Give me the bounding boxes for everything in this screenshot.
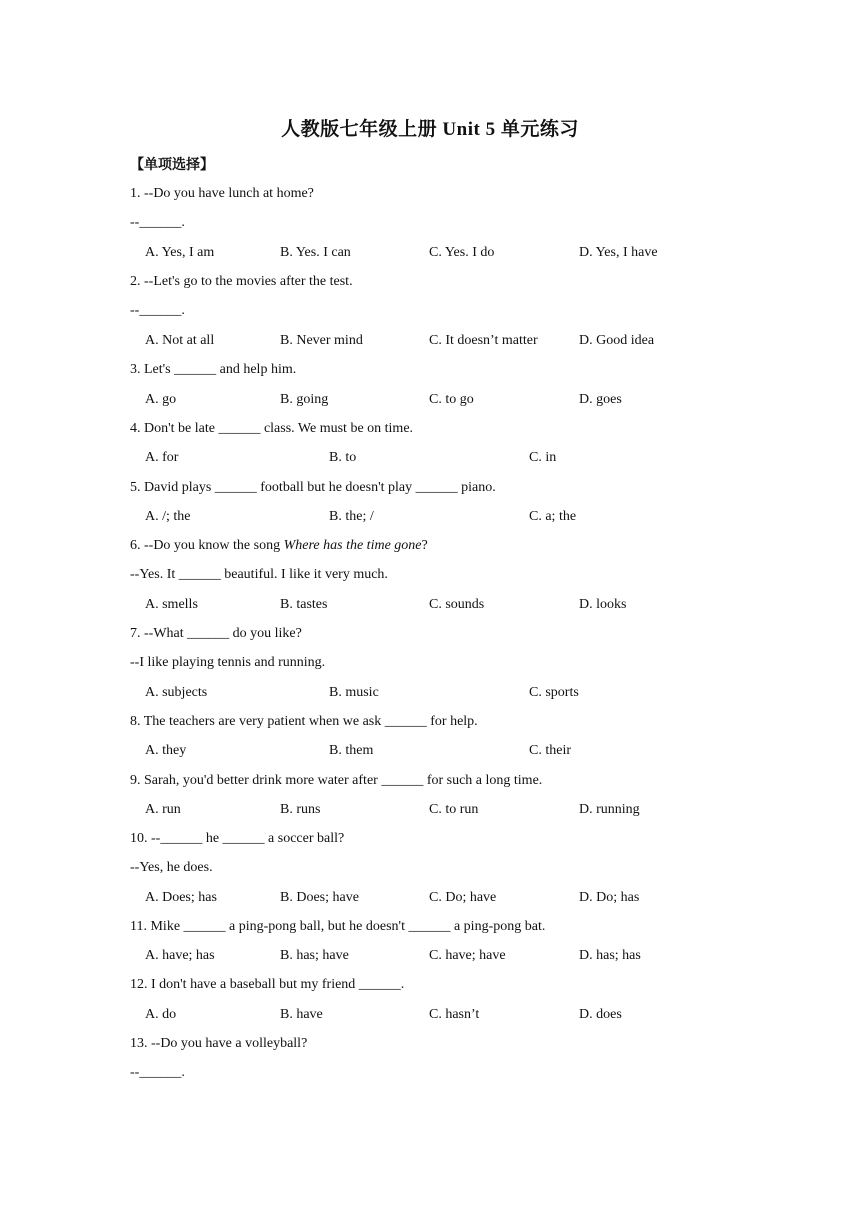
option-d: D. Yes, I have xyxy=(579,245,658,260)
option-c: C. hasn’t xyxy=(429,1007,480,1022)
section-heading: 【单项选择】 xyxy=(130,158,214,173)
option-c: C. It doesn’t matter xyxy=(429,333,538,348)
option-a: A. have; has xyxy=(145,948,215,963)
question-13-reply: --______. xyxy=(130,1065,185,1080)
question-7-options xyxy=(0,685,860,705)
question-6-stem xyxy=(130,538,428,554)
option-d: D. goes xyxy=(579,392,622,407)
question-1-options xyxy=(0,245,860,265)
option-d: D. running xyxy=(579,802,640,817)
option-c: C. a; the xyxy=(529,509,577,524)
option-b: B. runs xyxy=(280,802,321,817)
question-7-reply: --I like playing tennis and running. xyxy=(130,655,326,670)
option-c: C. sports xyxy=(529,685,579,700)
question-6-stem-end: ? xyxy=(421,538,428,553)
option-a: A. do xyxy=(145,1007,177,1022)
option-a: A. they xyxy=(145,743,187,758)
option-b: B. the; / xyxy=(329,509,374,524)
option-b: B. music xyxy=(329,685,379,700)
option-d: D. Good idea xyxy=(579,333,655,348)
song-title: Where has the time gone xyxy=(283,538,422,553)
question-10-options xyxy=(0,890,860,910)
question-4-stem: 4. Don't be late ______ class. We must be on time. xyxy=(130,421,414,436)
question-8-options xyxy=(0,743,860,763)
option-d: D. has; has xyxy=(579,948,641,963)
question-8-stem: 8. The teachers are very patient when we ask ______ for help. xyxy=(130,714,478,729)
option-b: B. has; have xyxy=(280,948,349,963)
option-c: C. to run xyxy=(429,802,479,817)
option-a: A. smells xyxy=(145,597,198,612)
question-1-stem: 1. --Do you have lunch at home? xyxy=(130,186,314,201)
question-2-reply: --______. xyxy=(130,303,185,318)
option-b: B. tastes xyxy=(280,597,328,612)
option-a: A. for xyxy=(145,450,179,465)
question-13-stem: 13. --Do you have a volleyball? xyxy=(130,1036,308,1051)
question-2-stem: 2. --Let's go to the movies after the test. xyxy=(130,274,353,289)
option-c: C. have; have xyxy=(429,948,506,963)
question-3-options xyxy=(0,392,860,412)
option-b: B. going xyxy=(280,392,329,407)
question-3-stem: 3. Let's ______ and help him. xyxy=(130,362,297,377)
question-6-options xyxy=(0,597,860,617)
question-6-reply: --Yes. It ______ beautiful. I like it very much. xyxy=(130,567,388,582)
option-a: A. go xyxy=(145,392,177,407)
option-c: C. sounds xyxy=(429,597,485,612)
question-9-stem: 9. Sarah, you'd better drink more water after ______ for such a long time. xyxy=(130,773,543,788)
question-12-stem: 12. I don't have a baseball but my friend ______. xyxy=(130,977,405,992)
option-d: D. Do; has xyxy=(579,890,640,905)
option-d: D. looks xyxy=(579,597,627,612)
question-5-stem: 5. David plays ______ football but he doesn't play ______ piano. xyxy=(130,480,496,495)
option-b: B. Yes. I can xyxy=(280,245,351,260)
option-a: A. Yes, I am xyxy=(145,245,215,260)
question-7-stem: 7. --What ______ do you like? xyxy=(130,626,302,641)
option-b: B. to xyxy=(329,450,357,465)
option-b: B. have xyxy=(280,1007,323,1022)
option-a: A. Does; has xyxy=(145,890,217,905)
question-9-options xyxy=(0,802,860,822)
option-b: B. them xyxy=(329,743,374,758)
question-11-stem: 11. Mike ______ a ping-pong ball, but he doesn't ______ a ping-pong bat. xyxy=(130,919,546,934)
option-b: B. Does; have xyxy=(280,890,359,905)
page-title: 人教版七年级上册 Unit 5 单元练习 xyxy=(281,119,579,140)
question-1-reply: --______. xyxy=(130,215,185,230)
question-4-options xyxy=(0,450,860,470)
question-5-options xyxy=(0,509,860,529)
option-d: D. does xyxy=(579,1007,622,1022)
question-2-options xyxy=(0,333,860,353)
question-10-reply: --Yes, he does. xyxy=(130,860,213,875)
option-b: B. Never mind xyxy=(280,333,363,348)
option-c: C. to go xyxy=(429,392,474,407)
question-10-stem: 10. --______ he ______ a soccer ball? xyxy=(130,831,345,846)
question-11-options xyxy=(0,948,860,968)
option-c: C. their xyxy=(529,743,571,758)
option-c: C. Do; have xyxy=(429,890,497,905)
option-c: C. in xyxy=(529,450,557,465)
option-a: A. Not at all xyxy=(145,333,215,348)
option-a: A. /; the xyxy=(145,509,191,524)
option-a: A. run xyxy=(145,802,181,817)
option-a: A. subjects xyxy=(145,685,208,700)
option-c: C. Yes. I do xyxy=(429,245,495,260)
question-6-stem-text: 6. --Do you know the song xyxy=(130,538,284,553)
question-12-options xyxy=(0,1007,860,1027)
